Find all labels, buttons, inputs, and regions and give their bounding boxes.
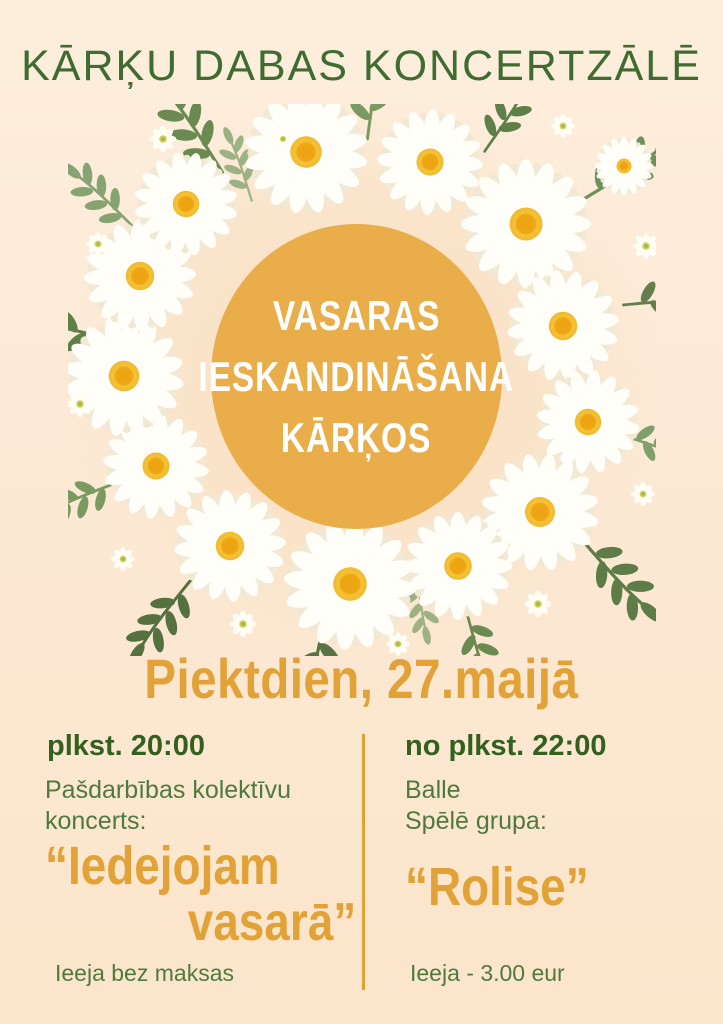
page-title: KĀRĶU DABAS KONCERTZĀLĒ [21,42,702,90]
bud-flower-icon [230,611,257,638]
badge-line-1: VASARAS [272,292,441,339]
left-event-time: plkst. 20:00 [47,730,205,762]
daisy-icon [595,137,654,196]
daisy-icon [461,159,591,289]
right-event-admission-note: Ieeja - 3.00 eur [410,960,565,986]
left-event-description-line-2: koncerts: [45,807,147,835]
right-event-time: no plkst. 22:00 [405,730,607,762]
bud-flower-icon [111,547,135,571]
right-event-description [405,775,547,837]
left-event-name-line-1: “Iedejojam [45,836,280,896]
left-event-name-line-2: vasarā” [187,892,356,952]
badge-line-3: KĀRĶOS [281,414,432,461]
right-event-band-name: “Rolise” [405,857,589,917]
left-event-description-line-1: Pašdarbības kolektīvu [45,776,291,804]
left-event-description [45,775,291,837]
left-event-admission-note: Ieeja bez maksas [55,960,234,986]
bud-flower-icon [551,114,575,138]
right-event-description-line-1: Balle [405,776,461,804]
column-divider [362,734,365,990]
bud-flower-icon [272,128,293,149]
bud-flower-icon [150,126,177,153]
badge-line-2: IESKANDINĀŠANA [198,353,515,400]
bud-flower-icon [86,232,110,256]
event-date-heading: Piektdien, 27.maijā [144,647,579,710]
right-event-description-line-2: Spēlē grupa: [405,807,547,835]
left-event-name [45,838,356,950]
event-title-badge [198,224,515,529]
bud-flower-icon [631,482,655,506]
bud-flower-icon [525,591,552,618]
bud-flower-icon [633,233,656,260]
